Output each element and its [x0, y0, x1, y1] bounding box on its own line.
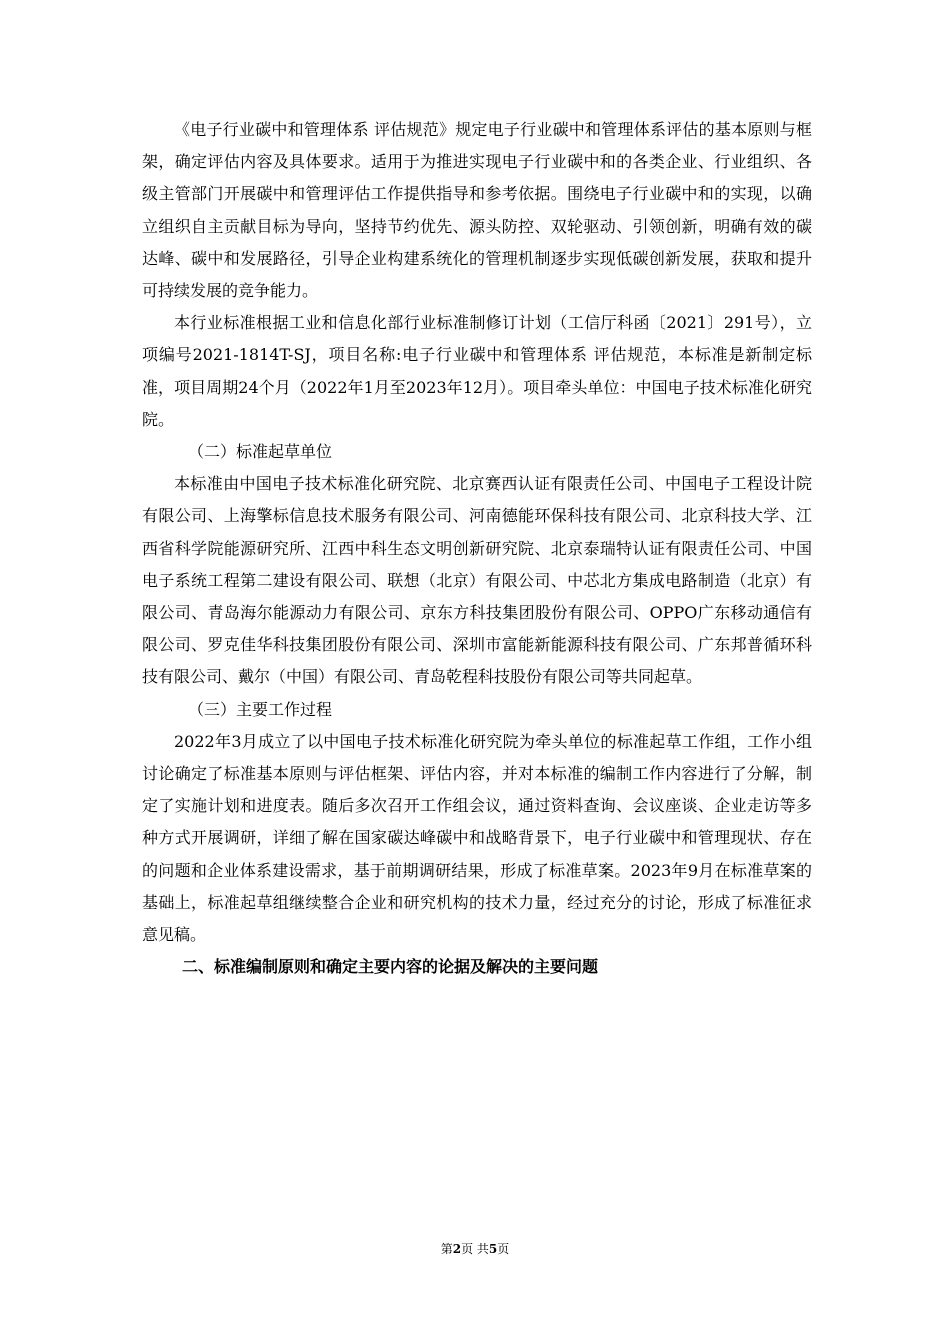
section-heading-principles: 二、标准编制原则和确定主要内容的论据及解决的主要问题 [182, 957, 599, 977]
document-body [142, 114, 812, 983]
footer-prefix: 第 [440, 1242, 453, 1256]
paragraph-plan: 本行业标准根据工业和信息化部行业标准制修订计划（工信厅科函〔2021〕291号），立项编号2021-1814T-SJ，项目名称:电子行业碳中和管理体系 评估规范，本标准是新制定标准，项目周期24个月（2022年1月至2023年12月）。项目牵头单位：中国电子技术标准化研究院。 [142, 313, 812, 429]
footer-current-page: 2 [452, 1242, 462, 1256]
footer-middle: 页 共 [461, 1242, 489, 1256]
paragraph-scope: 《电子行业碳中和管理体系 评估规范》规定电子行业碳中和管理体系评估的基本原则与框架，确定评估内容及具体要求。适用于为推进实现电子行业碳中和的各类企业、行业组织、各级主管部门开展碳中和管理评估工作提供指导和参考依据。围绕电子行业碳中和的实现，以确立组织自主贡献目标为导向，坚持节约优先、源头防控、双轮驱动、引领创新，明确有效的碳达峰、碳中和发展路径，引导企业构建系统化的管理机制逐步实现低碳创新发展，获取和提升可持续发展的竞争能力。 [142, 120, 812, 301]
subheading-drafting-units: （二）标准起草单位 [188, 442, 333, 462]
page-footer [0, 1240, 950, 1258]
footer-total-pages: 5 [488, 1242, 498, 1256]
footer-suffix: 页 [497, 1242, 510, 1256]
paragraph-drafting-units: 本标准由中国电子技术标准化研究院、北京赛西认证有限责任公司、中国电子工程设计院有限公司、上海擎标信息技术服务有限公司、河南德能环保科技有限公司、北京科技大学、江西省科学院能源研究所、江西中科生态文明创新研究院、北京泰瑞特认证有限责任公司、中国电子系统工程第二建设有限公司、联想（北京）有限公司、中芯北方集成电路制造（北京）有限公司、青岛海尔能源动力有限公司、京东方科技集团股份有限公司、OPPO广东移动通信有限公司、罗克佳华科技集团股份有限公司、深圳市富能新能源科技有限公司、广东邦普循环科技有限公司、戴尔（中国）有限公司、青岛乾程科技股份有限公司等共同起草。 [142, 474, 812, 687]
paragraph-work-process: 2022年3月成立了以中国电子技术标准化研究院为牵头单位的标准起草工作组，工作小组讨论确定了标准基本原则与评估框架、评估内容，并对本标准的编制工作内容进行了分解，制定了实施计划和进度表。随后多次召开工作组会议，通过资料查询、会议座谈、企业走访等多种方式开展调研，详细了解在国家碳达峰碳中和战略背景下，电子行业碳中和管理现状、存在的问题和企业体系建设需求，基于前期调研结果，形成了标准草案。2023年9月在标准草案的基础上，标准起草组继续整合企业和研究机构的技术力量，经过充分的讨论，形成了标准征求意见稿。 [142, 731, 812, 945]
subheading-work-process: （三）主要工作过程 [188, 699, 333, 719]
